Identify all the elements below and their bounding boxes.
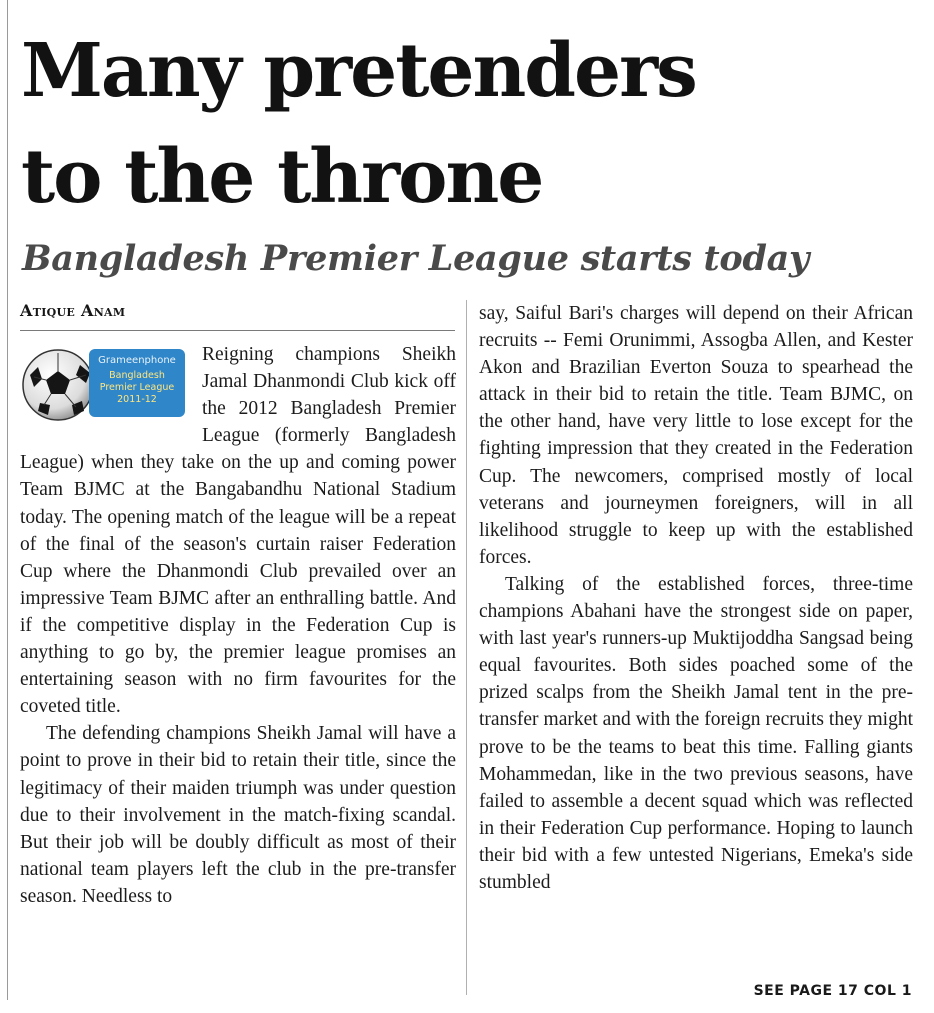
byline	[20, 300, 455, 331]
league-logo	[20, 345, 190, 424]
article-column-left	[20, 341, 456, 910]
continued-jump-line[interactable]: SEE PAGE 17 COL 1	[753, 983, 912, 999]
badge-season: 2011-12	[117, 394, 157, 405]
paragraph-2: The defending champions Sheikh Jamal will have a point to prove in their bid to retain their title, since the legitimacy of their maiden triumph was under question due to their involvement in the match-fixing scandal. But their job will be doubly difficult as most of their national team players left the club in the pre-transfer season. Needless to	[20, 723, 456, 907]
article-column-right	[479, 300, 913, 896]
paragraph-4: Talking of the established forces, three-time champions Abahani have the strongest side on paper, with last year's runners-up Muktijoddha Sangsad being equal favourites. Both sides poached some of the prized scalps from the Sheikh Jamal tent in the pre-transfer market and with the foreign recruits they might prove to be the teams to beat this time. Falling giants Mohammedan, like in the two previous seasons, have failed to assemble a decent squad which was reflected in their Federation Cup performance. Hoping to launch their bid with a few untested Nigerians, Emeka's side stumbled	[479, 573, 913, 893]
subheadline: Bangladesh Premier League starts today	[22, 238, 810, 279]
paragraph-1: Reigning champions Sheikh Jamal Dhanmondi Club kick off the 2012 Bangladesh Premier League (formerly Bangladesh League) when they take on the up and coming power Team BJMC at the Bangabandhu National Stadium today. The opening match of the league will be a repeat of the final of the season's curtain raiser Federation Cup where the Dhanmondi Club prevailed over an impressive Team BJMC after an enthralling battle. And if the competitive display in the Federation Cup is anything to go by, the premier league promises an entertaining season with no firm favourites for the coveted title.	[20, 344, 456, 718]
league-badge	[89, 349, 185, 417]
left-margin-rule	[7, 0, 8, 1000]
badge-league: Premier League	[99, 382, 175, 393]
headline-line-2: to the throne	[21, 134, 543, 220]
headline	[21, 18, 696, 230]
badge-sponsor: Grameenphone	[98, 355, 176, 366]
football-icon	[20, 345, 100, 425]
column-divider	[466, 300, 467, 995]
byline-author: Atique Anam	[20, 301, 126, 320]
paragraph-3: say, Saiful Bari's charges will depend on their African recruits -- Femi Orunimmi, Assogba Allen, and Kester Akon and Brazilian Everton Souza to spearhead the attack in their bid to retain the title. Team BJMC, on the other hand, have very little to lose except for the fighting impression that they created in the Federation Cup. The newcomers, comprised mostly of local veterans and journeymen foreigners, will in all likelihood struggle to keep up with the established forces.	[479, 303, 913, 568]
badge-country: Bangladesh	[109, 370, 165, 381]
headline-line-1: Many pretenders	[21, 28, 696, 114]
